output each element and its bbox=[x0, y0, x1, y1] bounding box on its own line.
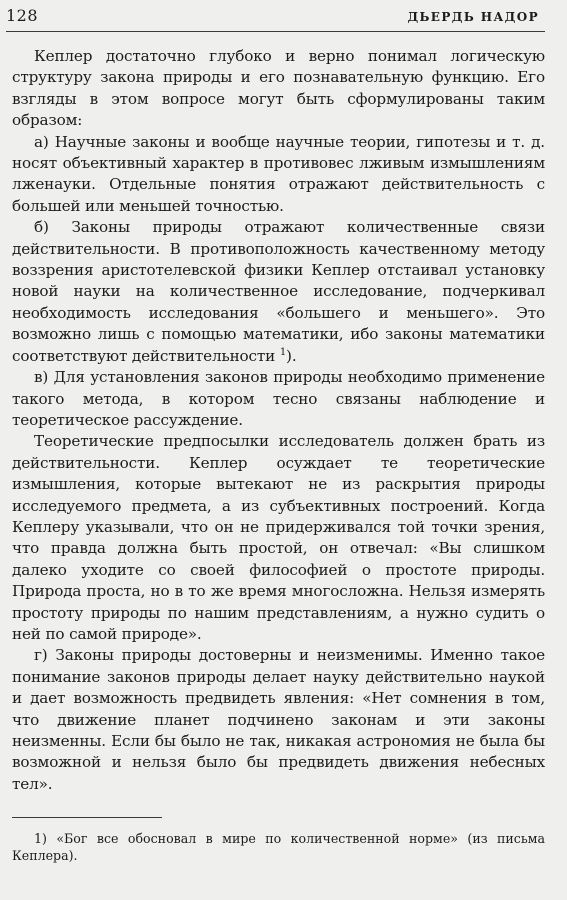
paragraph-b bbox=[12, 217, 545, 367]
paragraph-intro: Кеплер достаточно глубоко и верно понимал логическую структуру закона природы и его познавательную функцию. Его взгляды в этом вопросе могут быть сформулированы таким образом: bbox=[12, 47, 545, 130]
footnote-reference-tail: ). bbox=[286, 346, 297, 365]
paragraph-v: в) Для установления законов природы необходимо применение такого метода, в котором тесно связаны наблюдение и теоретическое рассуждение. bbox=[12, 368, 545, 429]
page-number: 128 bbox=[6, 6, 39, 25]
paragraph-b-text: б) Законы природы отражают количественные связи действительности. В противоположность качественному методу воззрения аристотелевской физики Кеплер отстаивал установку новой науки на количественное исследование, подчеркивал необходимость исследования «большего и меньшего». Это возможно лишь с помощью математики, ибо законы математики соответствуют действительности bbox=[12, 218, 545, 365]
footnote-reference: 1 bbox=[279, 346, 287, 358]
body-text bbox=[10, 46, 545, 795]
paragraph-a: а) Научные законы и вообще научные теории, гипотезы и т. д. носят объективный характер в противовес лживым измышлениям лженауки. Отдельные понятия отражают действительность с большей или меньшей точностью. bbox=[12, 132, 545, 215]
footnote-divider bbox=[12, 817, 162, 818]
running-title: ДЬЕРДЬ НАДОР bbox=[407, 10, 539, 24]
page-header bbox=[6, 6, 545, 32]
paragraph-g: г) Законы природы достоверны и неизменимы. Именно такое понимание законов природы делает науку действительно наукой и дает возможность предвидеть явления: «Нет сомнения в том, что движение планет подчинено законам и эти законы неизменны. Если бы было не так, никакая астрономия не была бы возможной и нельзя было бы предвидеть движения небесных тел». bbox=[12, 646, 545, 793]
paragraph-theory: Теоретические предпосылки исследователь должен брать из действительности. Кеплер осуждает те теоретические измышления, которые вытекают не из раскрытия природы исследуемого предмета, а из субъективных построений. Когда Кеплеру указывали, что он не придерживался той точки зрения, что правда должна быть простой, он отвечал: «Вы слишком далеко уходите со своей философией о простоте природы. Природа проста, но в то же время многосложна. Нельзя измерять простоту природы по нашим представлениям, а нужно судить о ней по самой природе». bbox=[12, 432, 545, 643]
footnote: 1) «Бог все обосновал в мире по количественной норме» (из письма Кеплера). bbox=[12, 831, 545, 864]
